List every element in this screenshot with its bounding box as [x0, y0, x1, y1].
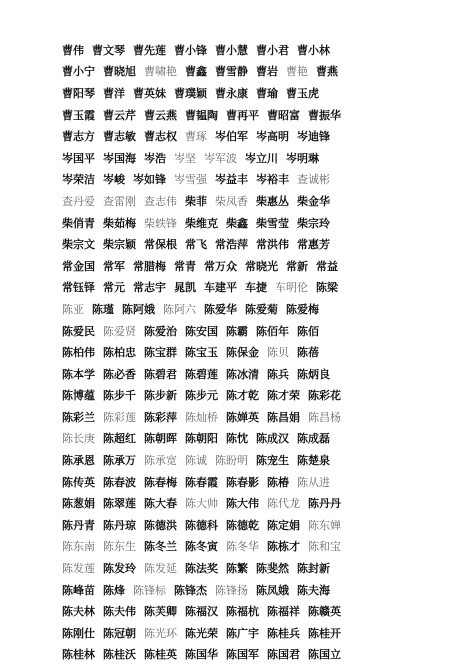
name-row [62, 62, 422, 84]
name-entry: 曹文琴 [92, 43, 125, 57]
name-row [62, 126, 422, 148]
name-entry: 陈灿桥 [185, 410, 218, 424]
name-entry: 常志宇 [133, 281, 166, 295]
name-entry: 陈桂开 [308, 626, 341, 640]
name-entry: 陈承恩 [62, 454, 95, 468]
name-entry: 柴茹梅 [103, 216, 136, 230]
name-entry: 陈昌娟 [267, 410, 300, 424]
name-row [62, 299, 422, 321]
name-entry: 岑益丰 [215, 173, 248, 187]
name-entry: 陈彩萍 [144, 410, 177, 424]
name-entry: 陈峰苗 [62, 583, 95, 597]
name-entry: 曹永康 [215, 86, 248, 100]
name-entry: 陈德洪 [144, 518, 177, 532]
name-entry: 陈德乾 [226, 518, 259, 532]
name-entry: 曹志方 [62, 130, 95, 144]
name-entry: 陈宝群 [144, 346, 177, 360]
name-entry: 陈东婵 [308, 518, 341, 532]
name-entry: 陈冠朝 [103, 626, 136, 640]
name-entry: 陈刚仕 [62, 626, 95, 640]
name-entry: 陈国军 [226, 648, 259, 662]
name-entry: 曹鑫 [185, 65, 207, 79]
name-entry: 柴轶锋 [144, 216, 177, 230]
name-entry: 曹昭富 [267, 108, 300, 122]
name-entry: 曹志权 [144, 130, 177, 144]
name-entry: 陈夫海 [297, 583, 330, 597]
name-entry: 曹玉霞 [62, 108, 95, 122]
name-entry: 陈夫伟 [103, 605, 136, 619]
name-row [62, 429, 422, 451]
name-entry: 陈超红 [103, 432, 136, 446]
name-row [62, 580, 422, 602]
name-entry: 陈才荣 [267, 389, 300, 403]
name-entry: 常益 [316, 259, 338, 273]
name-row [62, 256, 422, 278]
name-entry: 常洪伟 [256, 238, 289, 252]
name-entry: 陈丹琼 [103, 518, 136, 532]
name-entry: 陈爱民 [62, 324, 95, 338]
name-entry: 陈博蕴 [62, 389, 95, 403]
name-entry: 曹艳 [286, 65, 308, 79]
name-entry: 岑国平 [62, 151, 95, 165]
name-entry: 岑迪锋 [297, 130, 330, 144]
name-entry: 陈德科 [185, 518, 218, 532]
name-entry: 陈长庚 [62, 432, 95, 446]
name-entry: 曹小林 [297, 43, 330, 57]
name-entry: 曹小锋 [174, 43, 207, 57]
name-row [62, 537, 422, 559]
name-entry: 查志伟 [144, 194, 177, 208]
name-entry: 陈赣英 [308, 605, 341, 619]
name-entry: 陈国君 [267, 648, 300, 662]
name-entry: 陈保金 [226, 346, 259, 360]
name-entry: 岑高明 [256, 130, 289, 144]
name-row [62, 83, 422, 105]
name-entry: 陈蓓 [297, 346, 319, 360]
name-entry: 常新 [286, 259, 308, 273]
name-entry: 陈爱华 [204, 302, 237, 316]
name-entry: 陈大伟 [226, 497, 259, 511]
name-entry: 柴宗玲 [297, 216, 330, 230]
name-entry: 常晓光 [245, 259, 278, 273]
name-entry: 车建平 [204, 281, 237, 295]
name-row [62, 342, 422, 364]
name-entry: 陈宠生 [256, 454, 289, 468]
name-entry: 曹韫陶 [185, 108, 218, 122]
name-row [62, 450, 422, 472]
name-row [62, 386, 422, 408]
name-entry: 陈贝 [267, 346, 289, 360]
name-entry: 陈春霞 [185, 475, 218, 489]
name-entry: 陈法奖 [185, 562, 218, 576]
name-entry: 陈春梅 [144, 475, 177, 489]
name-entry: 曹啸艳 [144, 65, 177, 79]
name-entry: 陈诚 [185, 454, 207, 468]
name-entry: 常腊梅 [133, 259, 166, 273]
name-row [62, 213, 422, 235]
name-entry: 陈桂沃 [103, 648, 136, 662]
name-entry: 陈国立 [308, 648, 341, 662]
name-entry: 陈夫林 [62, 605, 95, 619]
name-entry: 陈东生 [103, 540, 136, 554]
name-entry: 陈封新 [297, 562, 330, 576]
name-entry: 陈福汉 [185, 605, 218, 619]
name-row [62, 364, 422, 386]
name-entry: 陈阿娥 [122, 302, 155, 316]
name-entry: 陈桂兵 [267, 626, 300, 640]
name-entry: 陈光环 [144, 626, 177, 640]
name-entry: 陈烽 [103, 583, 125, 597]
name-entry: 陈承宽 [144, 454, 177, 468]
name-row [62, 321, 422, 343]
name-entry: 陈春波 [103, 475, 136, 489]
name-entry: 陈斐然 [256, 562, 289, 576]
name-entry: 陈发玲 [103, 562, 136, 576]
name-entry: 陈步千 [103, 389, 136, 403]
name-entry: 陈彩莲 [103, 410, 136, 424]
name-entry: 查诚彬 [297, 173, 330, 187]
name-entry: 陈传英 [62, 475, 95, 489]
name-row [62, 558, 422, 580]
name-entry: 陈桂英 [144, 648, 177, 662]
name-entry: 晁凯 [174, 281, 196, 295]
name-entry: 曹先莲 [133, 43, 166, 57]
name-row [62, 234, 422, 256]
name-entry: 陈承万 [103, 454, 136, 468]
name-entry: 陈朝阳 [185, 432, 218, 446]
name-entry: 陈才乾 [226, 389, 259, 403]
name-row [62, 472, 422, 494]
name-entry: 陈锋扬 [215, 583, 248, 597]
name-entry: 车明伦 [275, 281, 308, 295]
name-entry: 岑峻 [103, 173, 125, 187]
name-entry: 岑浩 [144, 151, 166, 165]
name-entry: 岑明琳 [286, 151, 319, 165]
name-entry: 陈冰清 [226, 367, 259, 381]
name-entry: 岑裕丰 [256, 173, 289, 187]
name-entry: 陈大帅 [185, 497, 218, 511]
name-entry: 陈桂林 [62, 648, 95, 662]
name-entry: 陈霸 [226, 324, 248, 338]
name-entry: 陈发延 [144, 562, 177, 576]
name-entry: 陈广宇 [226, 626, 259, 640]
name-entry: 陈爱治 [144, 324, 177, 338]
name-entry: 陈锋杰 [174, 583, 207, 597]
name-entry: 曹再平 [226, 108, 259, 122]
name-entry: 曹伟 [62, 43, 84, 57]
name-row [62, 40, 422, 62]
name-entry: 陈和宝 [308, 540, 341, 554]
name-row [62, 170, 422, 192]
name-entry: 曹英妹 [133, 86, 166, 100]
name-entry: 曹洋 [103, 86, 125, 100]
name-entry: 陈芙卿 [144, 605, 177, 619]
name-entry: 岑荣洁 [62, 173, 95, 187]
name-entry: 柴金华 [297, 194, 330, 208]
name-entry: 陈冬兰 [144, 540, 177, 554]
name-entry: 曹阳琴 [62, 86, 95, 100]
name-entry: 陈本学 [62, 367, 95, 381]
name-entry: 柴宗文 [62, 238, 95, 252]
name-entry: 柴宗颖 [103, 238, 136, 252]
name-entry: 常钰铎 [62, 281, 95, 295]
name-row [62, 601, 422, 623]
name-entry: 常惠芳 [297, 238, 330, 252]
name-entry: 陈春影 [226, 475, 259, 489]
name-entry: 陈成磊 [297, 432, 330, 446]
name-row [62, 191, 422, 213]
name-entry: 曹晓旭 [103, 65, 136, 79]
name-entry: 曹琢 [185, 130, 207, 144]
name-entry: 曹振华 [308, 108, 341, 122]
name-entry: 陈彩花 [308, 389, 341, 403]
name-entry: 陈碧君 [144, 367, 177, 381]
name-row [62, 105, 422, 127]
name-entry: 陈碧莲 [185, 367, 218, 381]
name-entry: 岑立川 [245, 151, 278, 165]
name-entry: 柴凤香 [215, 194, 248, 208]
name-entry: 陈柏伟 [62, 346, 95, 360]
name-entry: 陈阿六 [163, 302, 196, 316]
name-row [62, 278, 422, 300]
name-entry: 陈丹青 [62, 518, 95, 532]
name-entry: 柴维克 [185, 216, 218, 230]
name-entry: 陈朝晖 [144, 432, 177, 446]
name-entry: 陈佰年 [256, 324, 289, 338]
name-entry: 陈冬华 [226, 540, 259, 554]
name-entry: 陈炳良 [297, 367, 330, 381]
name-entry: 陈翠莲 [103, 497, 136, 511]
name-entry: 陈光荣 [185, 626, 218, 640]
name-entry: 陈昌杨 [308, 410, 341, 424]
name-entry: 柴惠丛 [256, 194, 289, 208]
name-entry: 陈丹丹 [308, 497, 341, 511]
name-entry: 柴鑫 [226, 216, 248, 230]
name-entry: 陈福杭 [226, 605, 259, 619]
name-entry: 陈忱 [226, 432, 248, 446]
name-entry: 陈锋标 [133, 583, 166, 597]
name-entry: 陈冬寅 [185, 540, 218, 554]
name-entry: 陈大春 [144, 497, 177, 511]
name-entry: 陈步元 [185, 389, 218, 403]
name-entry: 柴俏青 [62, 216, 95, 230]
name-entry: 陈国华 [185, 648, 218, 662]
name-entry: 陈繁 [226, 562, 248, 576]
name-entry: 陈盼明 [215, 454, 248, 468]
name-entry: 陈栋才 [267, 540, 300, 554]
name-entry: 陈东南 [62, 540, 95, 554]
name-entry: 陈椿 [267, 475, 289, 489]
name-entry: 陈必香 [103, 367, 136, 381]
name-entry: 陈楚泉 [297, 454, 330, 468]
name-entry: 查丹爱 [62, 194, 95, 208]
name-entry: 常浩萍 [215, 238, 248, 252]
name-entry: 岑雪强 [174, 173, 207, 187]
name-row [62, 148, 422, 170]
name-entry: 曹小宁 [62, 65, 95, 79]
name-entry: 曹璞颖 [174, 86, 207, 100]
name-entry: 陈凤娥 [256, 583, 289, 597]
name-entry: 岑坚 [174, 151, 196, 165]
name-entry: 曹小君 [256, 43, 289, 57]
name-entry: 常飞 [185, 238, 207, 252]
name-entry: 曹岩 [256, 65, 278, 79]
name-row [62, 623, 422, 645]
name-entry: 车捷 [245, 281, 267, 295]
name-entry: 陈梁 [316, 281, 338, 295]
name-entry: 柴雪莹 [256, 216, 289, 230]
name-entry: 陈定娟 [267, 518, 300, 532]
name-entry: 常元 [103, 281, 125, 295]
name-entry: 陈福祥 [267, 605, 300, 619]
name-entry: 陈宝玉 [185, 346, 218, 360]
name-row [62, 493, 422, 515]
name-entry: 常军 [103, 259, 125, 273]
name-row [62, 515, 422, 537]
name-entry: 陈安国 [185, 324, 218, 338]
name-entry: 陈兵 [267, 367, 289, 381]
name-entry: 陈爱贤 [103, 324, 136, 338]
name-entry: 陈柏忠 [103, 346, 136, 360]
name-entry: 曹志敏 [103, 130, 136, 144]
name-entry: 曹云芹 [103, 108, 136, 122]
name-entry: 陈成汉 [256, 432, 289, 446]
name-entry: 陈瑾 [92, 302, 114, 316]
name-entry: 曹雪静 [215, 65, 248, 79]
name-entry: 岑伯军 [215, 130, 248, 144]
name-entry: 曹玉虎 [286, 86, 319, 100]
name-entry: 陈爱菊 [245, 302, 278, 316]
name-entry: 岑国海 [103, 151, 136, 165]
name-entry: 曹瑜 [256, 86, 278, 100]
name-entry: 陈婵英 [226, 410, 259, 424]
name-entry: 岑如锋 [133, 173, 166, 187]
name-row [62, 407, 422, 429]
name-entry: 岑军波 [204, 151, 237, 165]
name-entry: 常保根 [144, 238, 177, 252]
name-entry: 陈彩兰 [62, 410, 95, 424]
name-entry: 陈步新 [144, 389, 177, 403]
name-entry: 陈爱梅 [286, 302, 319, 316]
name-entry: 查雷刚 [103, 194, 136, 208]
name-entry: 陈从进 [297, 475, 330, 489]
name-entry: 常万众 [204, 259, 237, 273]
name-entry: 曹云燕 [144, 108, 177, 122]
name-entry: 常青 [174, 259, 196, 273]
name-row [62, 645, 422, 666]
name-list-document [62, 40, 422, 666]
name-entry: 柴菲 [185, 194, 207, 208]
name-entry: 曹小慧 [215, 43, 248, 57]
name-entry: 常金国 [62, 259, 95, 273]
name-entry: 曹燕 [316, 65, 338, 79]
name-entry: 陈发莲 [62, 562, 95, 576]
name-entry: 陈代龙 [267, 497, 300, 511]
name-entry: 陈亚 [62, 302, 84, 316]
name-entry: 陈佰 [297, 324, 319, 338]
name-entry: 陈葱娟 [62, 497, 95, 511]
